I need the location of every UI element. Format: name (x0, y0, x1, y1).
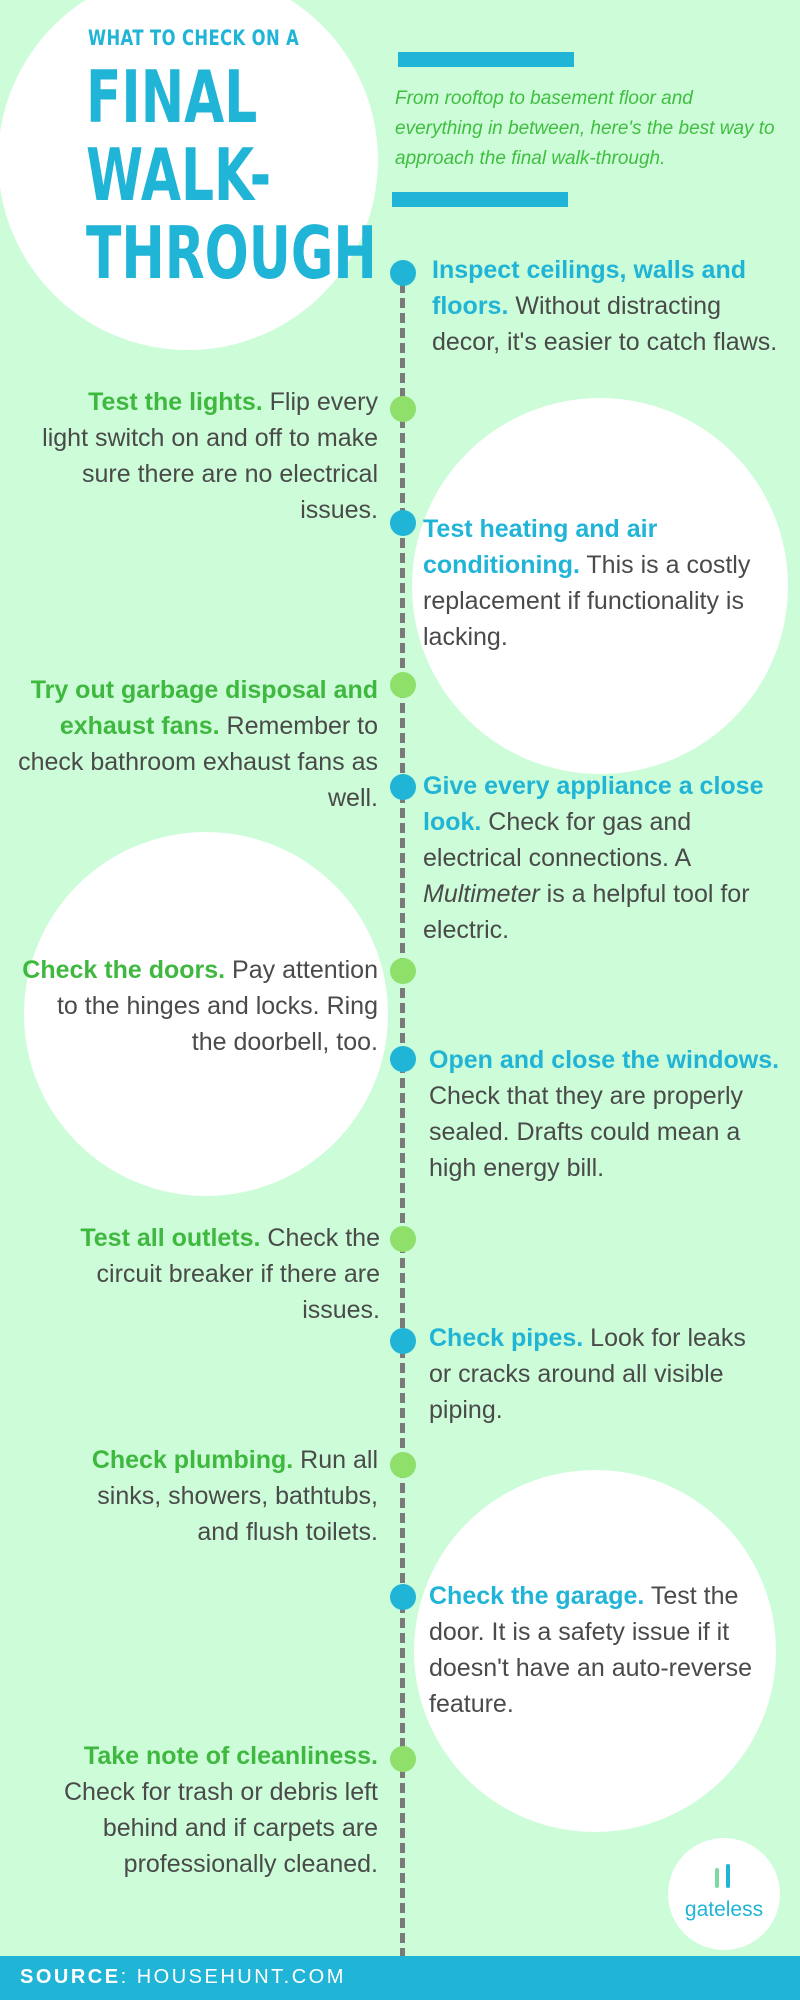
item-heading: Check plumbing. (91, 1446, 294, 1474)
item-heading: Test all outlets. (80, 1224, 261, 1252)
item-heading: Test heating and air conditioning. (423, 515, 658, 579)
item-body: Without distracting decor, it's easier to catch flaws. (432, 292, 778, 356)
title-subtitle: WHAT TO CHECK ON A (88, 26, 300, 50)
title-line-1: FINAL (86, 55, 258, 139)
timeline-dot (390, 1452, 416, 1478)
intro-top-bar (398, 52, 574, 67)
item-body: Check for gas and electrical connections. A (423, 808, 692, 872)
source-text (20, 1966, 346, 1989)
item-check-doors (20, 952, 378, 1060)
timeline-dot (390, 1746, 416, 1772)
timeline-dot (390, 260, 416, 286)
timeline-dot (390, 672, 416, 698)
item-heading: Check pipes. (429, 1324, 584, 1352)
item-body: Check for trash or debris left behind and if carpets are professionally cleaned. (63, 1778, 378, 1878)
item-test-heating (423, 511, 791, 655)
item-appliances (423, 768, 785, 948)
item-body: Remember to check bathroom exhaust fans as well. (18, 712, 378, 812)
item-body: Look for leaks or cracks around all visible piping. (429, 1324, 746, 1424)
item-heading: Test the lights. (88, 388, 263, 416)
item-body: is a helpful tool for electric. (423, 880, 750, 944)
item-outlets (40, 1220, 380, 1328)
item-windows (429, 1042, 781, 1186)
item-heading: Open and close the windows. (429, 1046, 780, 1074)
intro-bottom-bar (392, 192, 568, 207)
timeline-dot (390, 396, 416, 422)
item-body-emphasis: Multimeter (423, 880, 540, 908)
item-body: Pay attention to the hinges and locks. Ring the doorbell, too. (56, 956, 378, 1056)
gateless-logo (668, 1838, 780, 1950)
timeline-dot (390, 1046, 416, 1072)
item-body: Check that they are properly sealed. Drafts could mean a high energy bill. (429, 1082, 744, 1182)
item-garage (429, 1578, 781, 1722)
title-line-3: THROUGH (86, 211, 377, 295)
timeline-dot (390, 510, 416, 536)
timeline-dot (390, 1584, 416, 1610)
item-inspect-ceilings (432, 252, 782, 360)
item-heading: Check the garage. (429, 1582, 645, 1610)
item-body: This is a costly replacement if functionality is lacking. (423, 551, 751, 651)
timeline-dot (390, 1226, 416, 1252)
item-garbage-disposal (4, 672, 378, 816)
item-heading: Give every appliance a close look. (423, 772, 764, 836)
item-test-lights (40, 384, 378, 528)
logo-text: gateless (684, 1898, 764, 1921)
source-label: SOURCE (20, 1966, 121, 1988)
timeline-dot (390, 774, 416, 800)
title-line-2: WALK- (86, 133, 272, 217)
timeline-dot (390, 958, 416, 984)
source-value: : HOUSEHUNT.COM (120, 1966, 346, 1988)
item-heading: Try out garbage disposal and exhaust fans. (30, 676, 378, 740)
source-footer (0, 1956, 800, 2000)
timeline-dot (390, 1328, 416, 1354)
item-pipes (429, 1320, 765, 1428)
item-body: Check the circuit breaker if there are issues. (96, 1224, 380, 1324)
item-body: Flip every light switch on and off to make sure there are no electrical issues. (42, 388, 378, 524)
item-plumbing (54, 1442, 378, 1550)
item-heading: Check the doors. (22, 956, 226, 984)
item-cleanliness (20, 1738, 378, 1882)
intro-text: From rooftop to basement floor and everything in between, here's the best way to approach the final walk-through. (395, 88, 775, 169)
item-heading: Take note of cleanliness. (83, 1742, 378, 1770)
item-body: Run all sinks, showers, bathtubs, and flush toilets. (97, 1446, 378, 1546)
page-title (86, 55, 377, 295)
gateless-logo-icon (712, 1862, 736, 1892)
item-body: Test the door. It is a safety issue if it doesn't have an auto-reverse feature. (429, 1582, 753, 1718)
item-heading: Inspect ceilings, walls and floors. (432, 256, 746, 320)
